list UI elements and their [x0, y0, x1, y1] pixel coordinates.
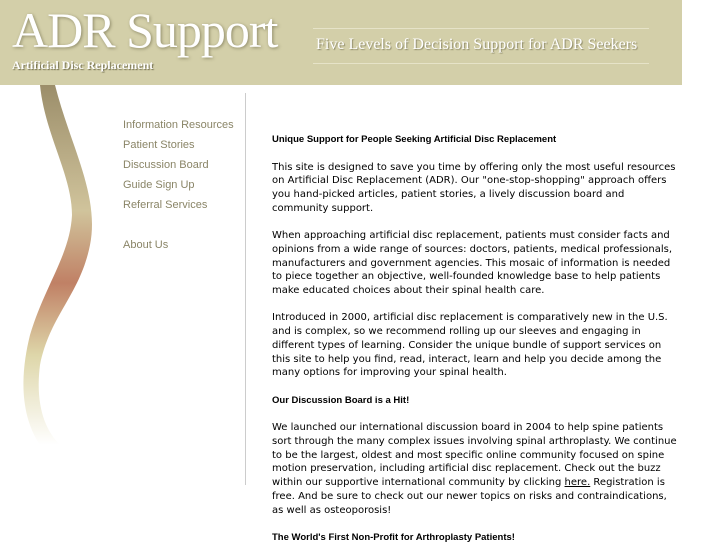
paragraph: This site is designed to save you time by offering only the most useful resources on Artificial Disc Replacement (ADR). Our "one-stop-shopping" approach offers you hand-picked articles, patient stories, a lively discussion board and community support. — [272, 161, 676, 214]
divider — [313, 63, 649, 64]
paragraph-text: We launched our international discussion board in 2004 to help spine patients sort through the many complex issues involving spinal arthroplasty. We continue to be the largest, oldest and most specific online community focused on spine motion preservation, including artificial disc replacement. Check out the buzz within our supportive international community by clicking — [272, 422, 677, 489]
heading-discussion-board: Our Discussion Board is a Hit! — [272, 394, 410, 406]
nav-about-us[interactable]: About Us — [123, 239, 169, 251]
nav-discussion-board[interactable]: Discussion Board — [123, 159, 209, 171]
nav-information-resources[interactable]: Information Resources — [123, 119, 234, 131]
paragraph — [272, 421, 680, 517]
column-divider — [245, 93, 246, 485]
here-link[interactable]: here. — [564, 477, 591, 489]
paragraph: Introduced in 2000, artificial disc replacement is comparatively new in the U.S. and is complex, so we recommend rolling up our sleeves and engaging in different types of learning. Consider the unique bundle of support services on this site to help you find, read, interact, learn and help you decide among the many options for improving your spinal health. — [272, 312, 668, 379]
paragraph-text: Registration is free. And be sure to check out our newer topics on risks and contraindications, as well as osteoporosis! — [272, 477, 667, 516]
spine-image — [0, 85, 120, 445]
tagline: Five Levels of Decision Support for ADR Seekers — [316, 36, 638, 53]
heading-unique-support: Unique Support for People Seeking Artificial Disc Replacement — [272, 134, 557, 145]
nav-patient-stories[interactable]: Patient Stories — [123, 139, 195, 151]
site-logo[interactable]: ADR Support — [12, 2, 278, 58]
heading-non-profit: The World's First Non-Profit for Arthroplasty Patients! — [272, 531, 515, 543]
logo-subtitle: Artificial Disc Replacement — [12, 58, 154, 72]
nav-guide-sign-up[interactable]: Guide Sign Up — [123, 179, 195, 191]
sidebar-nav — [123, 118, 234, 258]
main-content — [272, 133, 680, 559]
nav-referral-services[interactable]: Referral Services — [123, 199, 208, 211]
header-banner — [0, 0, 682, 85]
paragraph: When approaching artificial disc replacement, patients must consider facts and opinions from a wide range of sources: doctors, patients, medical professionals, manufacturers and government agencies. This mosaic of information is needed to piece together an objective, well-founded knowledge base to help patients make educated choices about their spinal health care. — [272, 230, 673, 297]
divider — [313, 28, 649, 29]
